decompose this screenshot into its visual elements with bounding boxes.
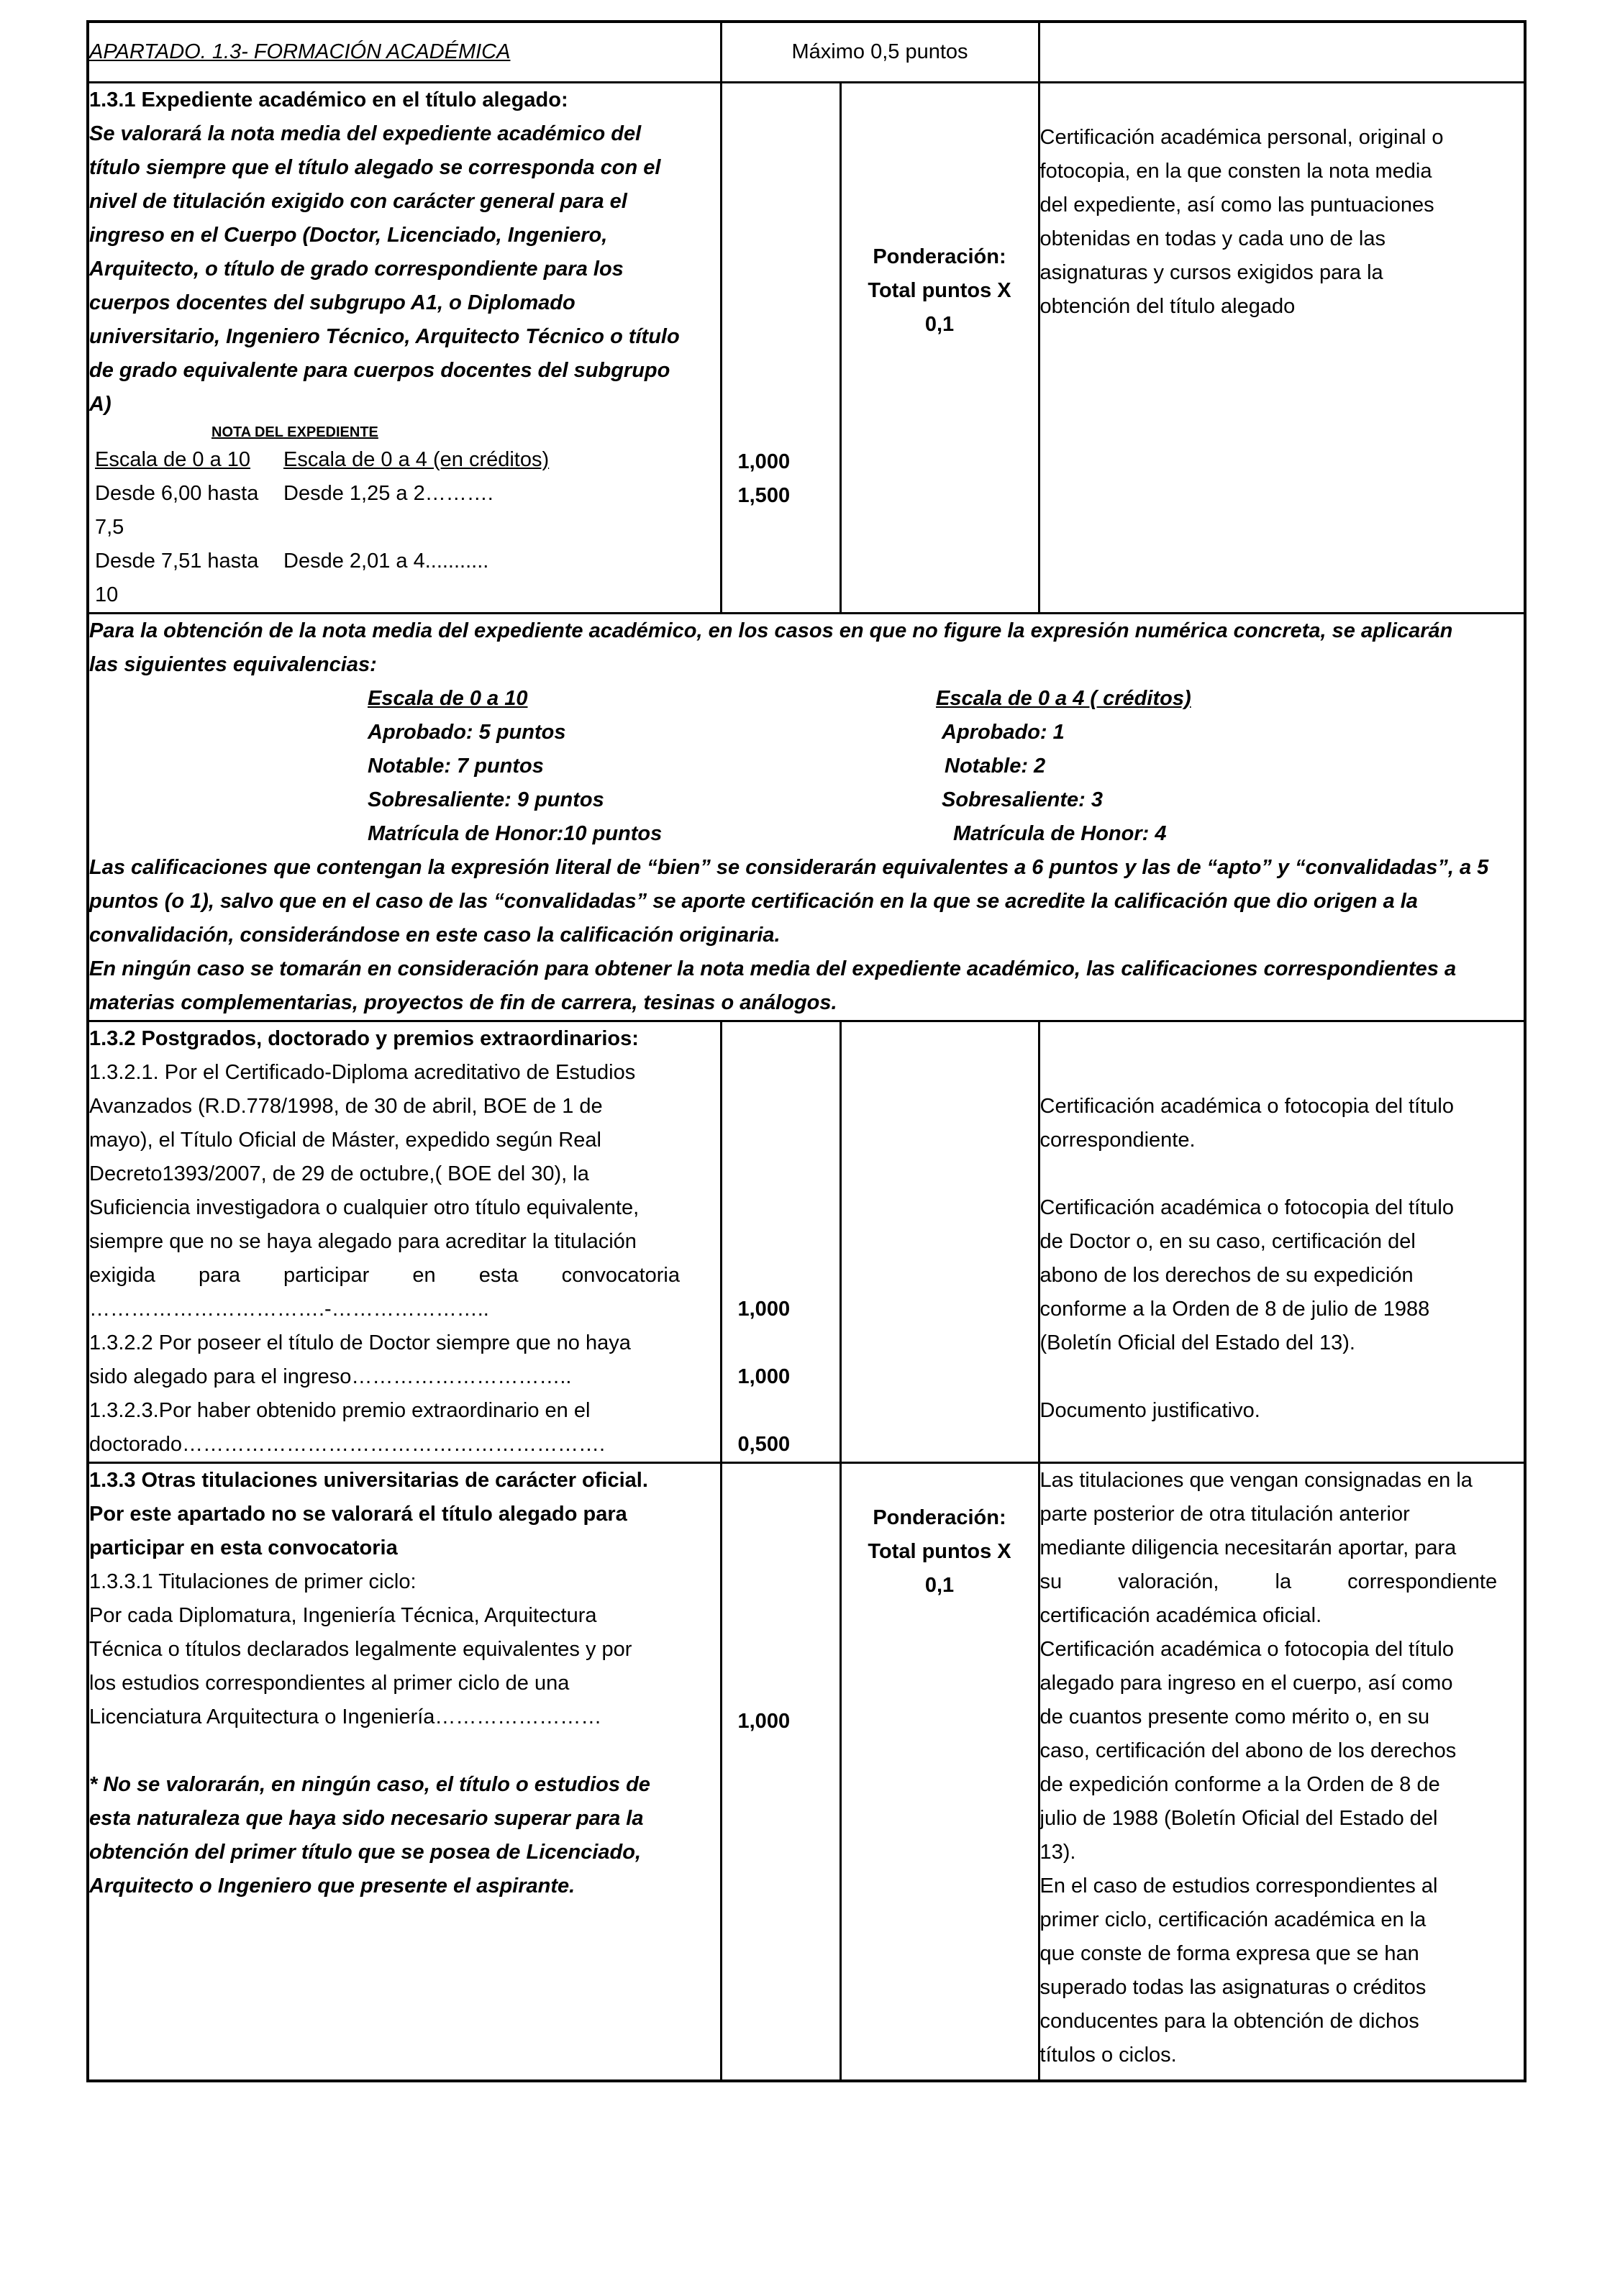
s132-line: exigida para participar en esta convocatoria — [89, 1263, 680, 1287]
doc-line: de cuantos presente como mérito o, en su — [1039, 1705, 1430, 1728]
points-value: 1,500 — [737, 483, 791, 507]
doc-line: Certificación académica o fotocopia del título — [1039, 1195, 1454, 1219]
s131-points-cell — [721, 82, 840, 613]
s133-note-line: esta naturaleza que haya sido necesario superar para la — [89, 1806, 644, 1830]
doc-line: conducentes para la obtención de dichos — [1039, 2009, 1419, 2033]
s132-line: Suficiencia investigadora o cualquier otro título equivalente, — [89, 1195, 640, 1219]
points-value: 1,000 — [737, 1297, 791, 1321]
doc-line: Documento justificativo. — [1039, 1398, 1260, 1422]
equiv-item: Aprobado: 1 — [942, 720, 1065, 744]
header-title-cell — [88, 22, 721, 82]
doc-line: Certificación académica o fotocopia del título — [1039, 1094, 1454, 1118]
doc-line: superado todas las asignaturas o créditos — [1039, 1975, 1427, 1999]
escala-header-row — [89, 443, 720, 477]
s133-ponderacion-cell — [840, 1462, 1039, 2081]
s131-desc-line: Se valorará la nota media del expediente académico del — [89, 122, 642, 145]
s133-text-cell — [88, 1462, 721, 2081]
points-value: 1,000 — [737, 1365, 791, 1388]
s133-note-line: obtención del primer título que se posea de Licenciado, — [89, 1840, 642, 1864]
escala-4-header: Escala de 0 a 4 (en créditos) — [283, 447, 550, 471]
doc-line: julio de 1988 (Boletín Oficial del Estado del — [1039, 1806, 1438, 1830]
s131-desc-line: nivel de titulación exigido con carácter general para el — [89, 189, 627, 213]
s132-line: sido alegado para el ingreso………………………….. — [89, 1365, 572, 1388]
equiv-item: Aprobado: 5 puntos — [368, 720, 566, 744]
doc-line: de Doctor o, en su caso, certificación del — [1039, 1229, 1416, 1253]
equiv-note-line: convalidación, considerándose en este caso la calificación originaria. — [89, 923, 781, 947]
doc-line: abono de los derechos de su expedición — [1039, 1263, 1414, 1287]
doc-line: Certificación académica personal, original o — [1039, 125, 1444, 149]
s132-line: siempre que no se haya alegado para acreditar la titulación — [89, 1229, 637, 1253]
s132-doc-cell — [1039, 1021, 1525, 1462]
escala-row — [89, 545, 720, 612]
s132-line: 1.3.2.3.Por haber obtenido premio extraordinario en el — [89, 1398, 591, 1422]
s133-heading-line: Por este apartado no se valorará el título alegado para — [89, 1502, 627, 1526]
s131-desc-line: A) — [89, 392, 112, 416]
equivalencias-cell — [88, 613, 1525, 1021]
doc-line: caso, certificación del abono de los derechos — [1039, 1739, 1457, 1762]
s133-heading-line: participar en esta convocatoria — [89, 1536, 398, 1559]
s131-desc-line: Arquitecto, o título de grado correspondiente para los — [89, 257, 624, 281]
escala-10-value: Desde 7,51 hasta 10 — [95, 549, 259, 606]
equiv-note-line: Las calificaciones que contengan la expresión literal de “bien” se considerarán equivalentes a 6 puntos y las de “apto” y “convalidadas”, a 5 — [89, 855, 1489, 879]
s132-text-cell — [88, 1021, 721, 1462]
s132-line: …………………………….-………………….. — [89, 1297, 489, 1321]
escala-10-header: Escala de 0 a 10 — [95, 447, 251, 471]
escala-4-value: Desde 2,01 a 4........... — [283, 549, 489, 573]
equiv-intro-line: las siguientes equivalencias: — [89, 652, 377, 676]
merits-table — [86, 20, 1527, 2082]
equiv-col-title: Escala de 0 a 10 — [368, 686, 528, 710]
equivalencias-columns — [89, 682, 1524, 851]
equiv-col-4 — [936, 682, 1296, 851]
ponderacion-label: Ponderación: — [873, 245, 1006, 268]
header-row — [88, 22, 1525, 82]
doc-line: de expedición conforme a la Orden de 8 de — [1039, 1772, 1440, 1796]
s131-heading: 1.3.1 Expediente académico en el título alegado: — [89, 88, 568, 111]
doc-gap — [1040, 1157, 1524, 1191]
doc-line: Las titulaciones que vengan consignadas en la — [1039, 1468, 1473, 1492]
points-value: 1,000 — [737, 450, 791, 473]
doc-line: alegado para ingreso en el cuerpo, así como — [1039, 1671, 1453, 1695]
doc-gap — [1040, 1360, 1524, 1394]
row-131 — [88, 82, 1525, 613]
equiv-item: Sobresaliente: 9 puntos — [368, 788, 604, 811]
s132-line: Avanzados (R.D.778/1998, de 30 de abril, BOE de 1 de — [89, 1094, 603, 1118]
doc-line: primer ciclo, certificación académica en la — [1039, 1908, 1427, 1931]
doc-line: fotocopia, en la que consten la nota media — [1039, 159, 1432, 183]
header-max-cell — [721, 22, 1039, 82]
doc-line: En el caso de estudios correspondientes al — [1039, 1874, 1438, 1898]
s133-gap — [89, 1734, 720, 1768]
doc-line: certificación académica oficial. — [1039, 1603, 1322, 1627]
row-133 — [88, 1462, 1525, 2081]
s131-desc-line: título siempre que el título alegado se corresponda con el — [89, 155, 661, 179]
ponderacion-factor: 0,1 — [924, 1573, 955, 1597]
doc-line: (Boletín Oficial del Estado del 13). — [1039, 1331, 1355, 1354]
s132-empty-cell — [840, 1021, 1039, 1462]
doc-line: que conste de forma expresa que se han — [1039, 1941, 1419, 1965]
s131-ponderacion-cell — [840, 82, 1039, 613]
s133-doc-cell — [1039, 1462, 1525, 2081]
s133-note-line: * No se valorarán, en ningún caso, el título o estudios de — [89, 1772, 650, 1796]
doc-line: títulos o ciclos. — [1039, 2043, 1177, 2067]
equiv-note-line: En ningún caso se tomarán en consideración para obtener la nota media del expediente académico, las calificaciones correspondientes a — [89, 957, 1457, 980]
doc-line: 13). — [1039, 1840, 1076, 1864]
points-value: 1,000 — [737, 1709, 791, 1733]
s131-description — [89, 117, 720, 422]
equiv-item: Notable: 2 — [945, 754, 1046, 778]
s133-line: Técnica o títulos declarados legalmente equivalentes y por — [89, 1637, 632, 1661]
s131-desc-line: cuerpos docentes del subgrupo A1, o Diplomado — [89, 291, 575, 314]
points-value: 0,500 — [737, 1432, 791, 1456]
s131-desc-line: universitario, Ingeniero Técnico, Arquitecto Técnico o título — [89, 324, 680, 348]
s131-doc-cell — [1039, 82, 1525, 613]
max-points: Máximo 0,5 puntos — [791, 40, 968, 63]
s132-line: mayo), el Título Oficial de Máster, expedido según Real — [89, 1128, 601, 1152]
s133-heading-line: 1.3.3 Otras titulaciones universitarias de carácter oficial. — [89, 1468, 648, 1492]
doc-line: obtenidas en todas y cada uno de las — [1039, 227, 1386, 250]
doc-line: conforme a la Orden de 8 de julio de 1988 — [1039, 1297, 1430, 1321]
s131-text-cell — [88, 82, 721, 613]
equiv-item: Notable: 7 puntos — [368, 754, 544, 778]
nota-expediente-title: NOTA DEL EXPEDIENTE — [211, 424, 378, 440]
equiv-col-10 — [368, 682, 936, 851]
s132-line: 1.3.2.2 Por poseer el título de Doctor siempre que no haya — [89, 1331, 631, 1354]
s133-points-cell — [721, 1462, 840, 2081]
s131-desc-line: ingreso en el Cuerpo (Doctor, Licenciado, Ingeniero, — [89, 223, 608, 247]
section-title: APARTADO. 1.3- FORMACIÓN ACADÉMICA — [89, 40, 511, 63]
ponderacion-total: Total puntos X — [868, 1539, 1011, 1563]
row-equivalencias — [88, 613, 1525, 1021]
doc-line: Certificación académica o fotocopia del título — [1039, 1637, 1454, 1661]
equiv-col-title: Escala de 0 a 4 ( créditos) — [936, 686, 1191, 710]
s132-line: Decreto1393/2007, de 29 de octubre,( BOE del 30), la — [89, 1162, 589, 1185]
s133-heading — [89, 1464, 720, 1565]
doc-line: correspondiente. — [1039, 1128, 1196, 1152]
s133-note — [89, 1768, 720, 1903]
s132-points-cell — [721, 1021, 840, 1462]
ponderacion-label: Ponderación: — [873, 1505, 1006, 1529]
s133-line: Licenciatura Arquitectura o Ingeniería…………………… — [89, 1705, 602, 1728]
s132-line: 1.3.2.1. Por el Certificado-Diploma acreditativo de Estudios — [89, 1060, 636, 1084]
doc-line: obtención del título alegado — [1039, 294, 1296, 318]
doc-line: asignaturas y cursos exigidos para la — [1039, 260, 1383, 284]
header-empty-cell — [1039, 22, 1525, 82]
escala-4-value: Desde 1,25 a 2………. — [283, 481, 493, 505]
ponderacion-factor: 0,1 — [924, 312, 955, 336]
s132-heading: 1.3.2 Postgrados, doctorado y premios extraordinarios: — [89, 1026, 639, 1050]
s133-line: 1.3.3.1 Titulaciones de primer ciclo: — [89, 1570, 417, 1593]
s132-line: doctorado……………………………………………………. — [89, 1432, 606, 1456]
s131-desc-line: de grado equivalente para cuerpos docentes del subgrupo — [89, 358, 670, 382]
equiv-note-line: puntos (o 1), salvo que en el caso de las “convalidadas” se aporte certificación en la que se acredite la calificación que dio origen a la — [89, 889, 1418, 913]
row-132 — [88, 1021, 1525, 1462]
doc-line: su valoración, la correspondiente — [1039, 1570, 1498, 1593]
doc-line: parte posterior de otra titulación anterior — [1039, 1502, 1410, 1526]
doc-line: mediante diligencia necesitarán aportar, para — [1039, 1536, 1457, 1559]
s133-note-line: Arquitecto o Ingeniero que presente el aspirante. — [89, 1874, 575, 1898]
equiv-item: Matrícula de Honor:10 puntos — [368, 821, 663, 845]
doc-line: del expediente, así como las puntuaciones — [1039, 193, 1434, 217]
ponderacion-total: Total puntos X — [868, 278, 1011, 302]
s133-line: Por cada Diplomatura, Ingeniería Técnica, Arquitectura — [89, 1603, 597, 1627]
escala-10-value: Desde 6,00 hasta 7,5 — [95, 481, 259, 539]
escala-row — [89, 477, 720, 545]
equiv-item: Sobresaliente: 3 — [942, 788, 1104, 811]
equiv-intro-line: Para la obtención de la nota media del expediente académico, en los casos en que no figure la expresión numérica concreta, se aplicarán — [89, 619, 1453, 642]
equiv-note-line: materias complementarias, proyectos de fin de carrera, tesinas o análogos. — [89, 990, 837, 1014]
equiv-item: Matrícula de Honor: 4 — [953, 821, 1167, 845]
s133-line: los estudios correspondientes al primer ciclo de una — [89, 1671, 570, 1695]
